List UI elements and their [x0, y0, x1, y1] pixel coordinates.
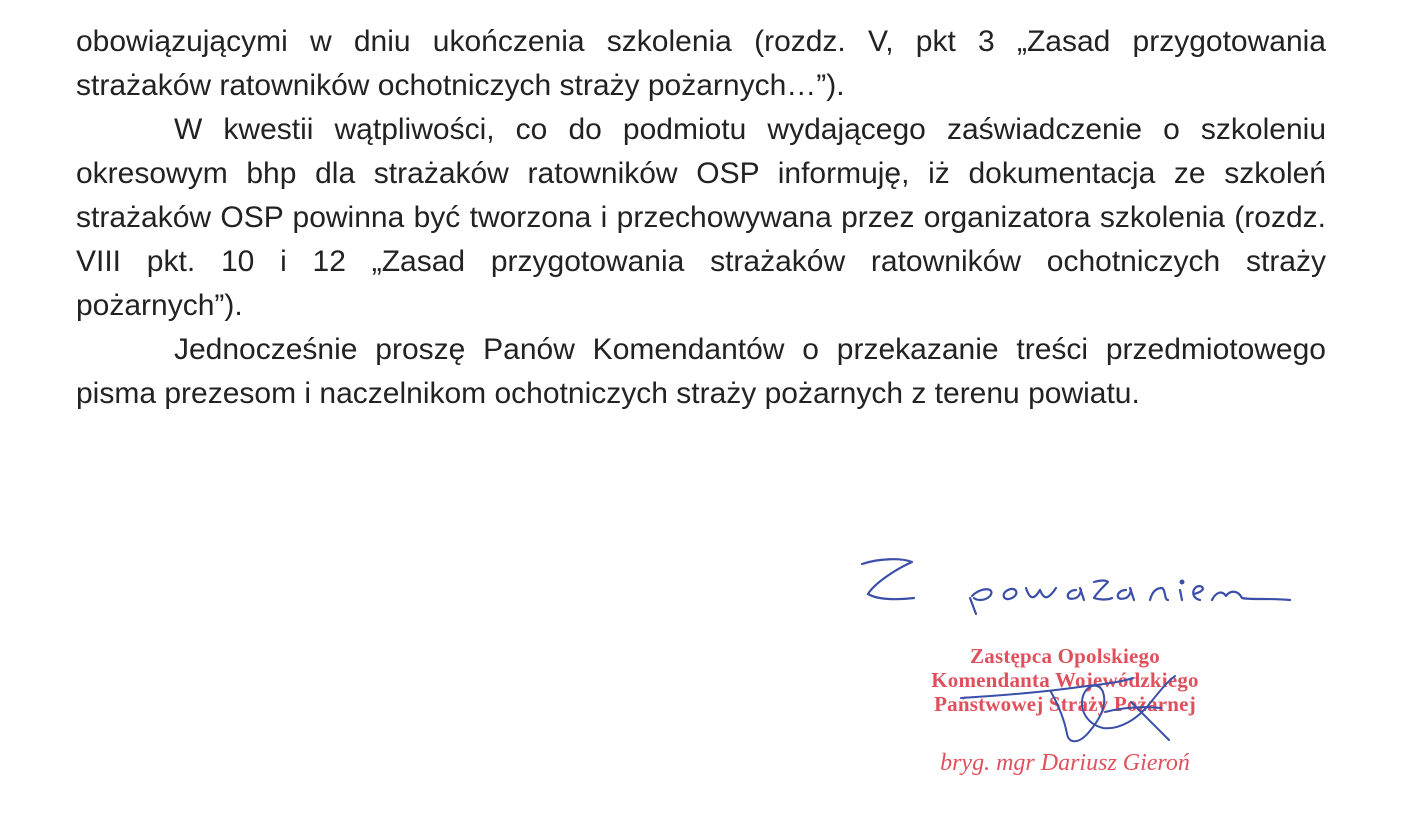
signatory-name: bryg. mgr Dariusz Gieroń [940, 750, 1190, 776]
stamp-line-commander: Komendanta Wojewódzkiego [931, 668, 1199, 692]
stamp-line-institution: Państwowej Straży Pożarnej [934, 692, 1196, 716]
paragraph-doubts: W kwestii wątpliwości, co do podmiotu wydającego zaświadczenie o szkoleniu okresowym bhp dla strażaków ratowników OSP informuję, iż dokumentacja ze szkoleń strażaków OSP powinna być tworzona i przechowywana przez organizatora szkolenia (rozdz. VIII pkt. 10 i 12 „Zasad przygotowania strażaków ratowników ochotniczych straży pożarnych”). [76, 113, 1326, 322]
handwritten-signature [955, 662, 1195, 752]
paragraph-continued: obowiązującymi w dniu ukończenia szkolenia (rozdz. V, pkt 3 „Zasad przygotowania strażaków ratowników ochotniczych straży pożarnych…”). [76, 25, 1326, 102]
stamp-line-position: Zastępca Opolskiego [970, 644, 1160, 668]
handwritten-closing [850, 548, 1310, 618]
paragraph-request: Jednocześnie proszę Panów Komendantów o przekazanie treści przedmiotowego pisma prezesom i naczelnikom ochotniczych straży pożarnych z terenu powiatu. [76, 333, 1326, 410]
